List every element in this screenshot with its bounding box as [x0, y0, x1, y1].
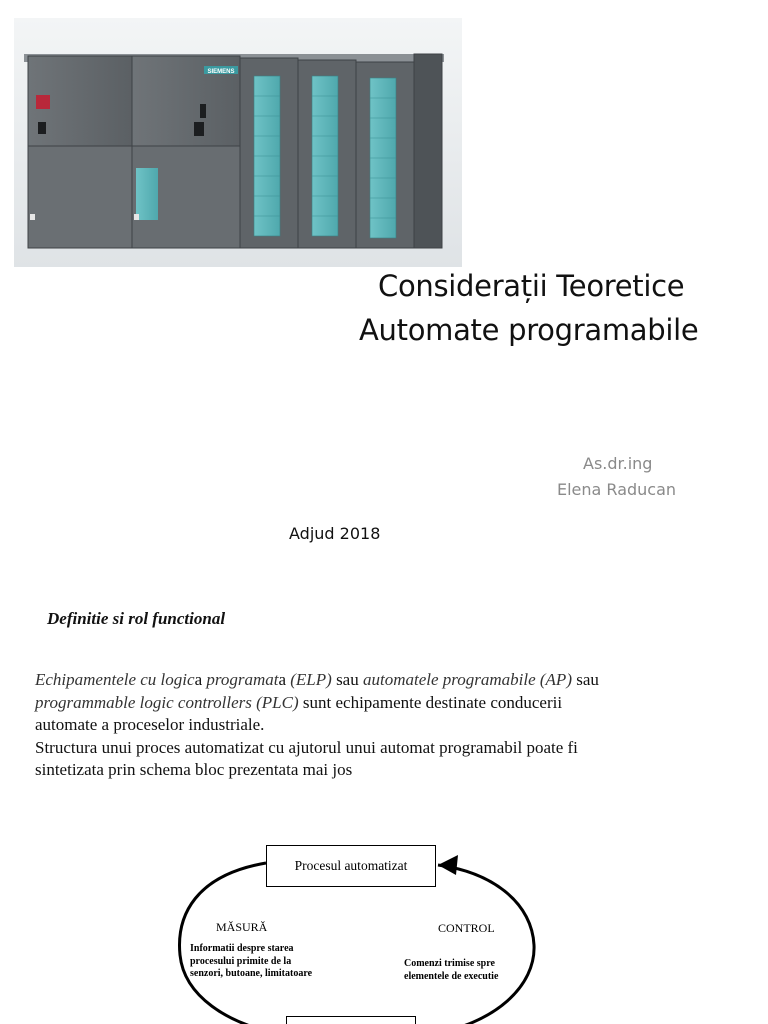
body-line-4: Structura unui proces automatizat cu ajutorul unui automat programabil poate fi	[35, 737, 578, 757]
control-note-line: elementele de executie	[404, 970, 499, 982]
measure-note-line: senzori, butoane, limitatoare	[190, 968, 313, 979]
term-ap: automatele programabile (AP)	[362, 670, 572, 689]
process-box: Procesul automatizat	[266, 845, 436, 887]
brand-label: SIEMENS	[207, 69, 235, 75]
text-fragment: a	[194, 670, 207, 689]
term-elp-a: Echipamentele cu logic	[35, 670, 195, 689]
text-fragment: sau	[571, 670, 599, 689]
control-label: CONTROL	[438, 921, 495, 935]
text-fragment: sunt echipamente destinate conducerii	[298, 692, 563, 712]
arrow-head-icon	[438, 855, 458, 875]
control-note-line: Comenzi trimise spre	[404, 958, 495, 969]
author-title: As.dr.ing	[583, 454, 653, 473]
term-plc: programmable logic controllers (PLC)	[35, 692, 299, 712]
body-line-5: sintetizata prin schema bloc prezentata mai jos	[35, 760, 353, 779]
title-line-1: Considerații Teoretice	[378, 269, 685, 303]
author-name: Elena Raducan	[557, 480, 677, 499]
body-line-3: automate a proceselor industriale.	[35, 715, 265, 734]
measure-note-line: procesului primite de la	[190, 955, 292, 967]
body-text	[35, 669, 725, 782]
plc-box	[286, 1016, 416, 1024]
term-elp-abbrev: (ELP)	[290, 670, 332, 689]
text-fragment: sau	[331, 670, 363, 689]
block-diagram	[176, 835, 538, 1024]
plc-photo	[14, 18, 462, 267]
place-year: Adjud 2018	[289, 524, 381, 543]
measure-note	[190, 943, 312, 981]
measure-label: MĂSURĂ	[216, 920, 268, 934]
measure-note-line: Informatii despre starea	[190, 943, 294, 954]
body-line-2	[35, 692, 725, 715]
control-note	[404, 958, 498, 983]
term-elp-c: programat	[206, 670, 279, 689]
title-line-2: Automate programabile	[359, 313, 699, 347]
section-heading: Definitie si rol functional	[47, 609, 226, 628]
text-fragment: a	[278, 670, 291, 689]
body-line-1	[35, 669, 725, 692]
